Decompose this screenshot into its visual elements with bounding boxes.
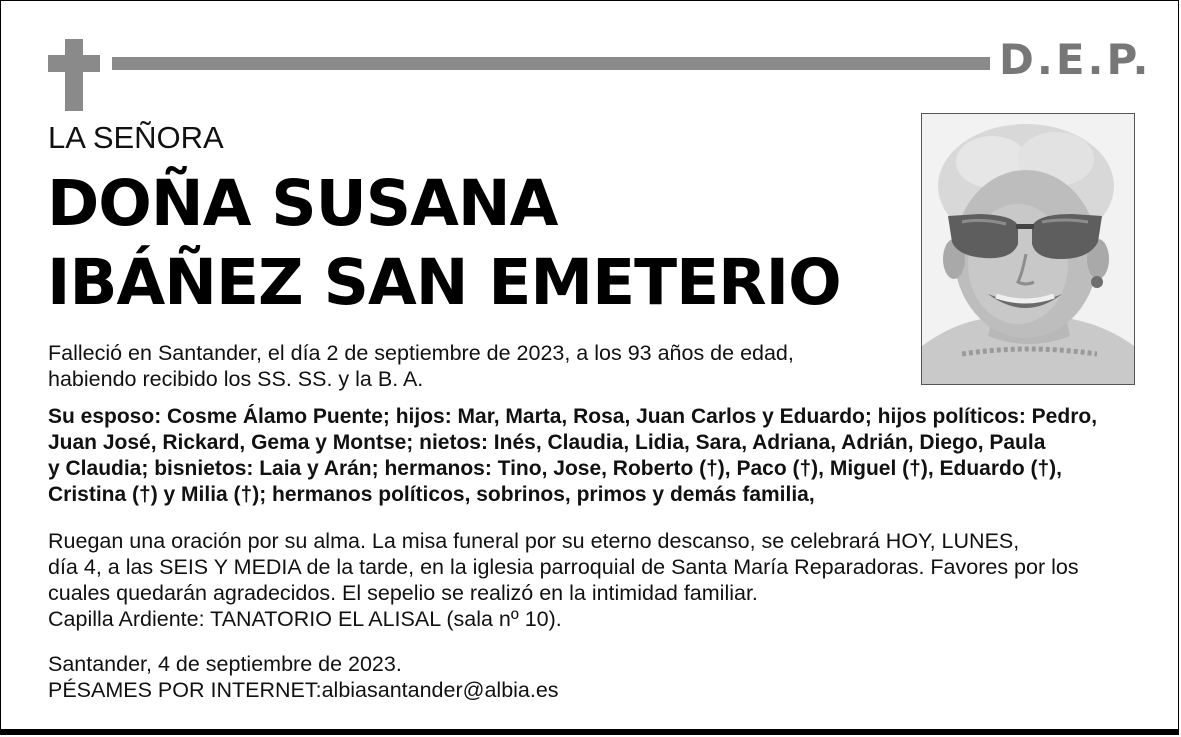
ceremony-info xyxy=(48,528,1128,632)
family-list xyxy=(48,404,1128,508)
death-notice-line: Falleció en Santander, el día 2 de septiembre de 2023, a los 93 años de edad, xyxy=(48,341,794,365)
dep-label: D.E.P. xyxy=(999,35,1152,84)
family-line: Cristina (†) y Milia (†); hermanos políticos, sobrinos, primos y demás familia, xyxy=(48,483,815,506)
ceremony-line: cuales quedarán agradecidos. El sepelio se realizó en la intimidad familiar. xyxy=(48,581,758,605)
ceremony-line: Capilla Ardiente: TANATORIO EL ALISAL (sala nº 10). xyxy=(48,607,562,631)
family-line: y Claudia; bisnietos: Laia y Arán; hermanos: Tino, Jose, Roberto (†), Paco (†), Miguel (†), Eduardo (†), xyxy=(48,457,1062,480)
ceremony-line: Ruegan una oración por su alma. La misa funeral por su eterno descanso, se celebrará HOY, LUNES, xyxy=(48,529,1020,553)
ceremony-line: día 4, a las SEIS Y MEDIA de la tarde, en la iglesia parroquial de Santa María Reparadoras. Favores por los xyxy=(48,555,1079,579)
family-line: Juan José, Rickard, Gema y Montse; nietos: Inés, Claudia, Lidia, Sara, Adriana, Adrián, Diego, Paula xyxy=(48,431,1046,454)
deceased-name-line2: IBÁÑEZ SAN EMETERIO xyxy=(47,246,841,319)
condolences-email: PÉSAMES POR INTERNET:albiasantander@albia.es xyxy=(48,678,559,702)
deceased-name-line1: DOÑA SUSANA xyxy=(47,167,558,240)
header-rule xyxy=(112,57,990,70)
family-line: Su esposo: Cosme Álamo Puente; hijos: Mar, Marta, Rosa, Juan Carlos y Eduardo; hijos políticos: Pedro, xyxy=(48,405,1098,428)
cross-icon xyxy=(65,39,83,111)
footer xyxy=(48,651,1128,703)
death-notice-line: habiendo recibido los SS. SS. y la B. A. xyxy=(48,367,424,391)
place-date: Santander, 4 de septiembre de 2023. xyxy=(48,652,402,676)
cross-icon-bar xyxy=(48,55,100,72)
honorific: LA SEÑORA xyxy=(48,120,224,155)
death-notice xyxy=(48,340,1128,392)
